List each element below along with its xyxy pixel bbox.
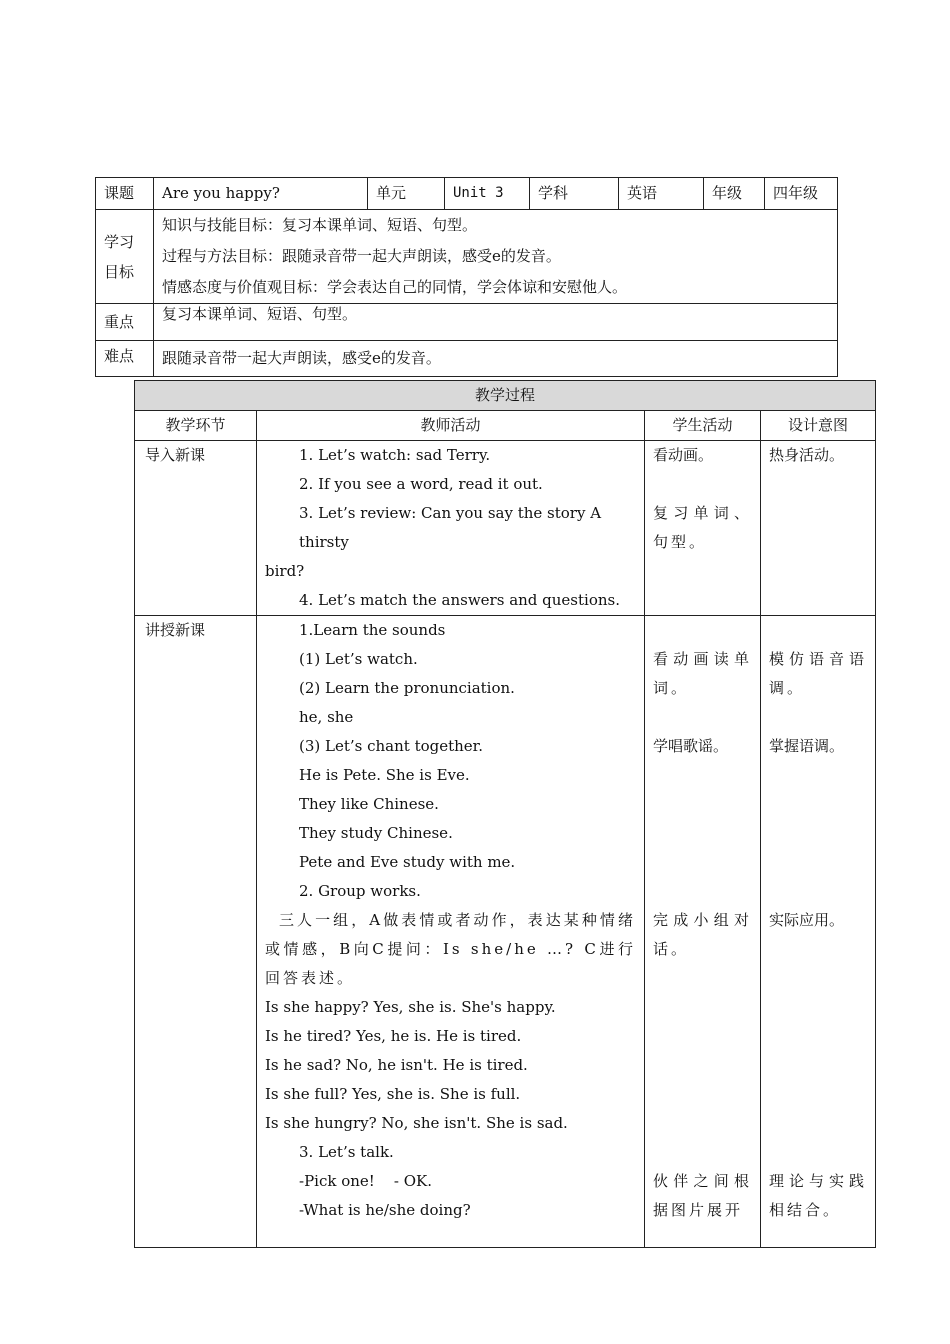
intent-item: 模仿语音语调。 (769, 650, 868, 697)
new-stage: 讲授新课 (135, 616, 257, 1248)
teaching-process-table (134, 380, 876, 1248)
list-item: Is she full? Yes, she is. She is full. (265, 1085, 521, 1103)
intro-row (135, 441, 876, 616)
intent-item: 理论与实践相结合。 (769, 1172, 868, 1219)
lesson-label: 课题 (96, 178, 154, 210)
list-item: 4. Let’s match the answers and questions. (299, 591, 620, 609)
list-item: Is she hungry? No, she isn't. She is sad. (265, 1114, 568, 1132)
intro-stage: 导入新课 (135, 441, 257, 616)
process-title-row (135, 381, 876, 411)
intent-item: 掌握语调。 (769, 737, 845, 755)
student-activity: 看动画。 (653, 446, 714, 464)
column-student: 学生活动 (645, 411, 761, 441)
lesson-title: Are you happy? (154, 178, 368, 210)
intro-teacher-activities (257, 441, 645, 616)
student-activity: 看动画读单词。 (653, 650, 752, 697)
column-stage: 教学环节 (135, 411, 257, 441)
difficulty-row (96, 341, 838, 377)
intent-item: 实际应用。 (769, 911, 845, 929)
student-activity: 完成小组对话。 (653, 911, 752, 958)
intro-intent: 热身活动。 (761, 441, 876, 616)
new-student-activities (645, 616, 761, 1248)
group-work-description: 三人一组，A做表情或者动作，表达某种情绪或情感，B向C提问：Is she/he …? C进行回答表述。 (265, 911, 636, 987)
process-title: 教学过程 (135, 381, 876, 411)
new-intent (761, 616, 876, 1248)
list-item: 2. Group works. (299, 882, 421, 900)
list-item: 3. Let’s talk. (299, 1143, 394, 1161)
list-item: They like Chinese. (299, 795, 439, 813)
list-item: he, she (299, 708, 354, 726)
list-item: They study Chinese. (299, 824, 453, 842)
student-activity: 复习单词、句型。 (653, 504, 752, 551)
subject-value: 英语 (619, 178, 704, 210)
list-item: (2) Learn the pronunciation. (299, 679, 515, 697)
unit-value: Unit 3 (445, 178, 530, 210)
list-item: bird? (265, 562, 305, 580)
grade-label: 年级 (704, 178, 765, 210)
list-item: 2. If you see a word, read it out. (299, 475, 543, 493)
lesson-info-table (95, 177, 838, 377)
list-item: 1. Let’s watch: sad Terry. (299, 446, 491, 464)
grade-value: 四年级 (765, 178, 838, 210)
goal-process: 过程与方法目标：跟随录音带一起大声朗读，感受e的发音。 (162, 247, 561, 265)
list-item: Is she happy? Yes, she is. She's happy. (265, 998, 556, 1016)
list-item: 1.Learn the sounds (299, 621, 446, 639)
list-item: Is he tired? Yes, he is. He is tired. (265, 1027, 522, 1045)
column-header-row (135, 411, 876, 441)
goals-row (96, 210, 838, 304)
list-item: -What is he/she doing? (299, 1201, 471, 1219)
student-activity: 学唱歌谣。 (653, 737, 729, 755)
list-item: 3. Let’s review: Can you say the story A thirsty (299, 504, 602, 551)
list-item: Pete and Eve study with me. (299, 853, 516, 871)
lesson-row (96, 178, 838, 210)
list-item: He is Pete. She is Eve. (299, 766, 470, 784)
column-intent: 设计意图 (761, 411, 876, 441)
goals-list (154, 210, 838, 304)
list-item: Is he sad? No, he isn't. He is tired. (265, 1056, 528, 1074)
key-point-value: 复习本课单词、短语、句型。 (154, 304, 838, 341)
intro-student-activities (645, 441, 761, 616)
difficulty-label: 难点 (96, 341, 154, 377)
list-item: (1) Let’s watch. (299, 650, 418, 668)
new-lesson-row (135, 616, 876, 1248)
subject-label: 学科 (530, 178, 619, 210)
column-teacher: 教师活动 (257, 411, 645, 441)
difficulty-value: 跟随录音带一起大声朗读，感受e的发音。 (154, 341, 838, 377)
key-point-row (96, 304, 838, 341)
key-point-label: 重点 (96, 304, 154, 341)
new-teacher-activities (257, 616, 645, 1248)
unit-label: 单元 (368, 178, 445, 210)
list-item: -Pick one! - OK. (299, 1172, 432, 1190)
goal-attitude: 情感态度与价值观目标：学会表达自己的同情，学会体谅和安慰他人。 (162, 278, 628, 296)
list-item: (3) Let’s chant together. (299, 737, 483, 755)
goal-knowledge: 知识与技能目标：复习本课单词、短语、句型。 (162, 216, 478, 234)
goals-label: 学习 目标 (96, 210, 154, 304)
student-activity: 伙伴之间根据图片展开 (653, 1172, 752, 1219)
